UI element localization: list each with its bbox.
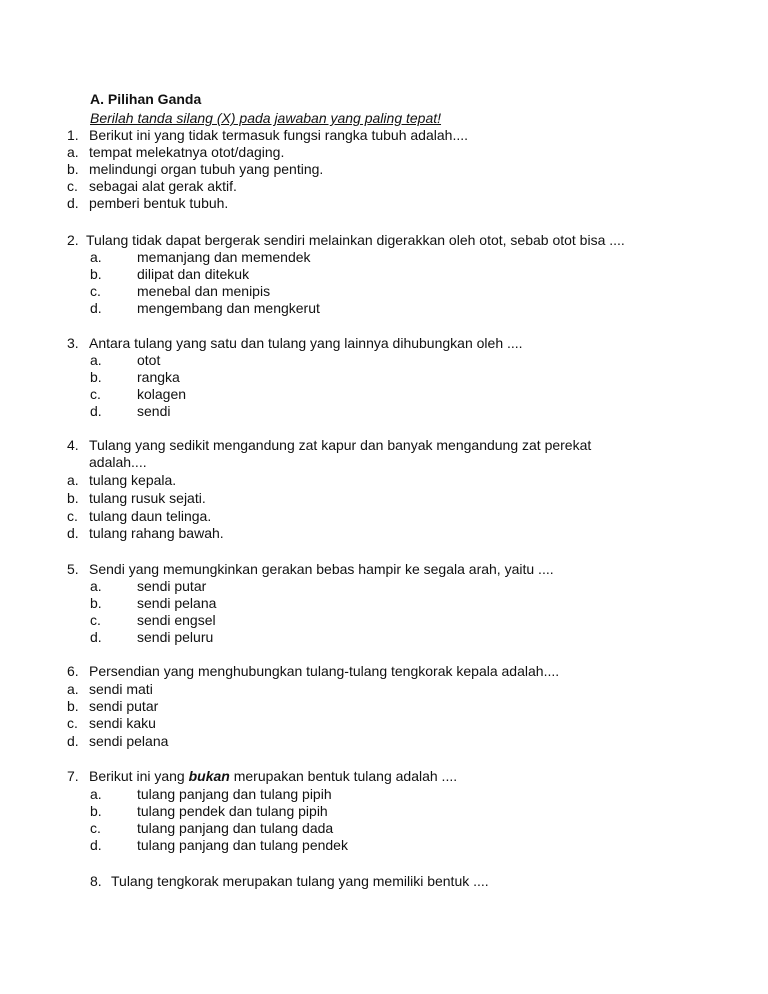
option-6b[interactable] [0, 698, 768, 715]
option-letter: c. [90, 820, 101, 836]
option-5d[interactable] [0, 629, 768, 646]
option-7a[interactable] [0, 786, 768, 803]
question-8 [0, 873, 768, 890]
option-text: tulang daun telinga. [89, 508, 212, 524]
option-letter: b. [90, 266, 102, 282]
option-letter: c. [67, 178, 78, 194]
option-letter: a. [67, 681, 79, 697]
option-5c[interactable] [0, 612, 768, 629]
option-5b[interactable] [0, 595, 768, 612]
question-number: 6. [67, 663, 79, 679]
option-letter: d. [90, 629, 102, 645]
option-text: rangka [137, 369, 180, 385]
question-text: Berikut ini yang tidak termasuk fungsi rangka tubuh adalah.... [89, 127, 468, 143]
option-2c[interactable] [0, 283, 768, 300]
option-text: dilipat dan ditekuk [137, 266, 250, 282]
option-letter: b. [67, 161, 79, 177]
question-6 [0, 663, 768, 680]
option-text: menebal dan menipis [137, 283, 271, 299]
option-letter: a. [67, 144, 79, 160]
option-1c[interactable] [0, 178, 768, 195]
question-2 [0, 232, 768, 249]
option-text: sendi pelana [137, 595, 217, 611]
option-text: tulang rahang bawah. [89, 525, 224, 541]
question-text: Sendi yang memungkinkan gerakan bebas hampir ke segala arah, yaitu .... [89, 561, 554, 577]
option-letter: a. [90, 578, 102, 594]
option-text: mengembang dan mengkerut [137, 300, 320, 316]
option-text: sendi [137, 403, 171, 419]
option-3a[interactable] [0, 352, 768, 369]
option-1a[interactable] [0, 144, 768, 161]
option-text: sendi pelana [89, 733, 169, 749]
option-6a[interactable] [0, 681, 768, 698]
option-2d[interactable] [0, 300, 768, 317]
option-letter: d. [67, 195, 79, 211]
option-letter: a. [67, 472, 79, 488]
question-4-continued [0, 454, 768, 471]
question-text: Tulang yang sedikit mengandung zat kapur dan banyak mengandung zat perekat [89, 437, 592, 453]
option-letter: d. [90, 403, 102, 419]
option-letter: a. [90, 249, 102, 265]
section-title: A. Pilihan Ganda [90, 91, 202, 107]
question-number: 8. [90, 873, 102, 889]
option-5a[interactable] [0, 578, 768, 595]
option-3b[interactable] [0, 369, 768, 386]
option-4c[interactable] [0, 508, 768, 525]
option-letter: c. [67, 715, 78, 731]
option-letter: b. [67, 490, 79, 506]
option-1b[interactable] [0, 161, 768, 178]
option-text: sendi kaku [89, 715, 156, 731]
option-4b[interactable] [0, 490, 768, 507]
option-text: tulang panjang dan tulang pendek [137, 837, 348, 853]
option-text: sendi putar [137, 578, 207, 594]
question-number: 5. [67, 561, 79, 577]
question-number: 7. [67, 768, 79, 784]
option-6c[interactable] [0, 715, 768, 732]
question-number: 2. [67, 232, 79, 248]
option-text: memanjang dan memendek [137, 249, 311, 265]
option-7d[interactable] [0, 837, 768, 854]
option-letter: b. [67, 698, 79, 714]
option-letter: c. [90, 283, 101, 299]
option-letter: d. [67, 733, 79, 749]
option-text: sendi mati [89, 681, 153, 697]
option-letter: d. [67, 525, 79, 541]
option-text: tulang panjang dan tulang pipih [137, 786, 332, 802]
option-6d[interactable] [0, 733, 768, 750]
option-letter: d. [90, 300, 102, 316]
option-2b[interactable] [0, 266, 768, 283]
option-text: pemberi bentuk tubuh. [89, 195, 229, 211]
option-2a[interactable] [0, 249, 768, 266]
option-text: tempat melekatnya otot/daging. [89, 144, 285, 160]
option-letter: c. [67, 508, 78, 524]
option-3d[interactable] [0, 403, 768, 420]
option-letter: b. [90, 803, 102, 819]
question-text: Tulang tidak dapat bergerak sendiri melainkan digerakkan oleh otot, sebab otot bisa .... [86, 232, 625, 248]
option-text: melindungi organ tubuh yang penting. [89, 161, 324, 177]
option-1d[interactable] [0, 195, 768, 212]
option-letter: c. [90, 386, 101, 402]
question-7 [0, 768, 768, 785]
option-text: tulang kepala. [89, 472, 177, 488]
question-text-part: merupakan bentuk tulang adalah .... [229, 768, 458, 784]
question-text: Antara tulang yang satu dan tulang yang lainnya dihubungkan oleh .... [89, 335, 523, 351]
option-4d[interactable] [0, 525, 768, 542]
option-4a[interactable] [0, 472, 768, 489]
option-text: tulang rusuk sejati. [89, 490, 206, 506]
option-letter: d. [90, 837, 102, 853]
instruction: Berilah tanda silang (X) pada jawaban yang paling tepat! [90, 110, 442, 126]
option-3c[interactable] [0, 386, 768, 403]
option-letter: c. [90, 612, 101, 628]
question-text [89, 768, 457, 785]
question-3 [0, 335, 768, 352]
option-text: kolagen [137, 386, 187, 402]
option-text: tulang panjang dan tulang dada [137, 820, 334, 836]
option-text: sebagai alat gerak aktif. [89, 178, 237, 194]
question-text: Persendian yang menghubungkan tulang-tulang tengkorak kepala adalah.... [89, 663, 560, 679]
option-letter: a. [90, 786, 102, 802]
option-7b[interactable] [0, 803, 768, 820]
question-text-continued: adalah.... [89, 454, 147, 470]
question-number: 4. [67, 437, 79, 453]
question-text-part: Berikut ini yang [89, 768, 189, 784]
emphasis-word: bukan [188, 768, 230, 784]
option-text: otot [137, 352, 161, 368]
option-text: tulang pendek dan tulang pipih [137, 803, 328, 819]
question-number: 3. [67, 335, 79, 351]
option-letter: a. [90, 352, 102, 368]
question-number: 1. [67, 127, 79, 143]
option-text: sendi putar [89, 698, 159, 714]
question-5 [0, 561, 768, 578]
question-text: Tulang tengkorak merupakan tulang yang memiliki bentuk .... [111, 873, 489, 889]
question-1 [0, 127, 768, 144]
question-4 [0, 437, 768, 454]
option-text: sendi peluru [137, 629, 214, 645]
option-letter: b. [90, 369, 102, 385]
option-7c[interactable] [0, 820, 768, 837]
option-text: sendi engsel [137, 612, 216, 628]
option-letter: b. [90, 595, 102, 611]
